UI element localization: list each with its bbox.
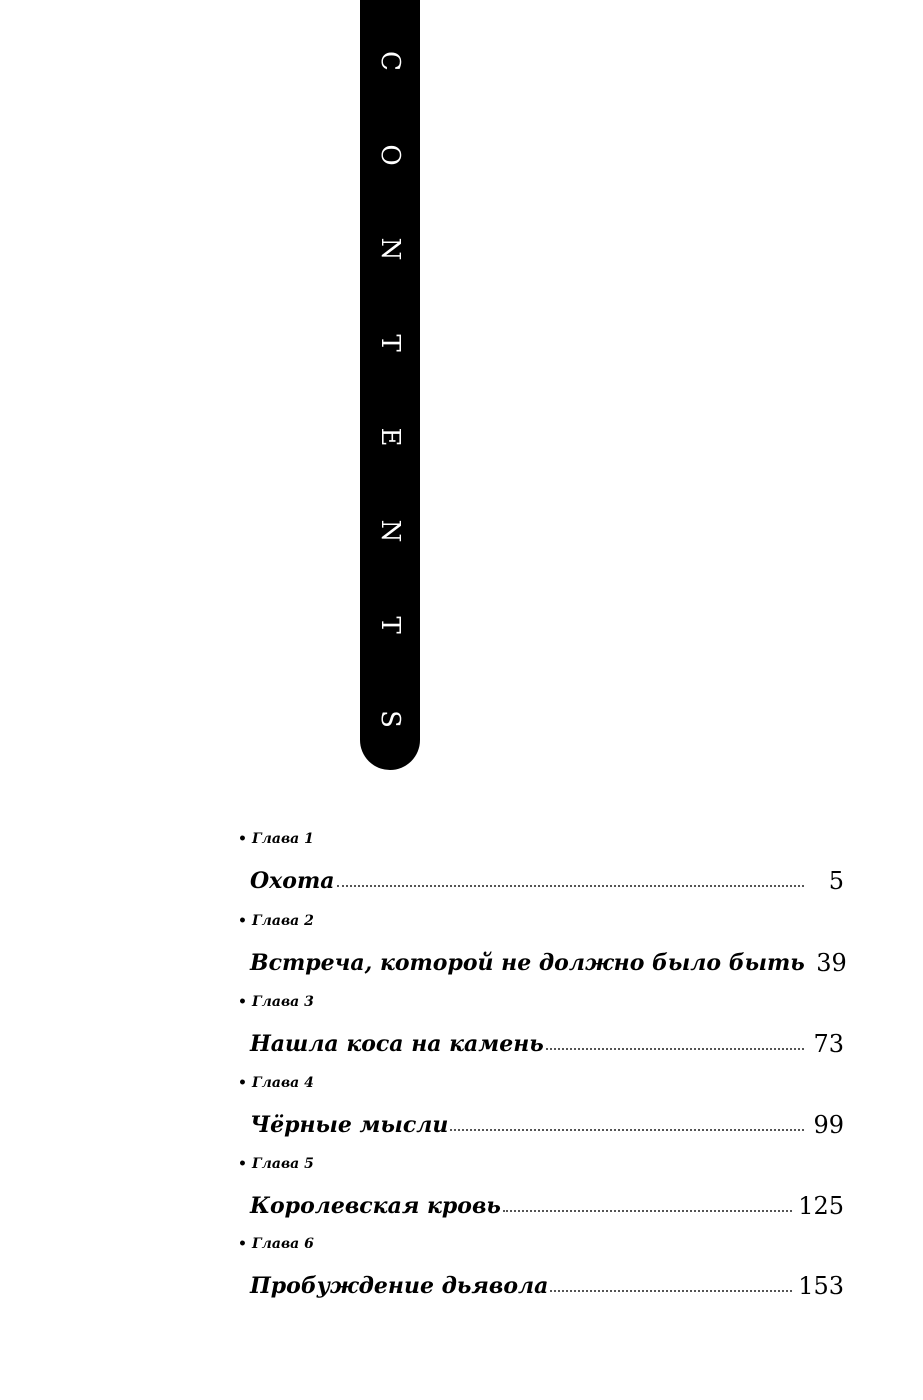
bullet-icon: • <box>238 1075 247 1091</box>
chapter-title: Нашла коса на камень <box>250 1031 544 1057</box>
dot-leader <box>550 1289 792 1292</box>
chapter-title-row <box>250 1265 844 1301</box>
banner-letter: T <box>375 334 405 352</box>
page-number: 125 <box>798 1192 844 1220</box>
bullet-icon: • <box>238 994 247 1010</box>
chapter-title: Чёрные мысли <box>250 1112 449 1138</box>
chapter-title: Встреча, которой не должно было быть <box>250 950 805 976</box>
chapter-title-row <box>250 942 847 978</box>
chapter-title-row <box>250 1104 844 1140</box>
toc-entry[interactable] <box>238 1235 844 1305</box>
toc-entry[interactable] <box>238 1074 844 1144</box>
banner-letter: E <box>375 427 405 447</box>
chapter-title: Королевская кровь <box>250 1193 501 1219</box>
chapter-title: Охота <box>250 868 335 894</box>
page-number: 153 <box>798 1272 844 1300</box>
chapter-label: • Глава 5 <box>238 1156 314 1172</box>
toc-entry[interactable] <box>238 830 844 900</box>
toc-entry[interactable] <box>238 912 847 982</box>
page-number: 73 <box>813 1030 844 1058</box>
dot-leader <box>546 1047 804 1050</box>
banner-letter: S <box>375 710 405 728</box>
chapter-title: Пробуждение дьявола <box>250 1273 549 1299</box>
chapter-title-row <box>250 1023 844 1059</box>
bullet-icon: • <box>238 913 247 929</box>
page-number: 5 <box>828 867 844 895</box>
bullet-icon: • <box>238 831 247 847</box>
dot-leader <box>450 1128 804 1131</box>
chapter-label: • Глава 6 <box>238 1236 314 1252</box>
banner-letter: N <box>375 519 405 543</box>
banner-letter: C <box>375 51 405 71</box>
dot-leader <box>337 884 805 887</box>
chapter-title-row <box>250 1185 844 1221</box>
dot-leader <box>503 1209 792 1212</box>
page-number: 39 <box>816 949 847 977</box>
chapter-label: • Глава 3 <box>238 994 314 1010</box>
chapter-label: • Глава 2 <box>238 913 314 929</box>
banner-letter: T <box>375 616 405 634</box>
bullet-icon: • <box>238 1156 247 1172</box>
banner-letter: O <box>375 144 405 166</box>
bullet-icon: • <box>238 1236 247 1252</box>
page-number: 99 <box>813 1111 844 1139</box>
toc-entry[interactable] <box>238 993 844 1063</box>
contents-vertical-banner <box>360 0 420 770</box>
toc-entry[interactable] <box>238 1155 844 1225</box>
chapter-label: • Глава 4 <box>238 1075 314 1091</box>
chapter-title-row <box>250 860 844 896</box>
banner-letter: N <box>375 237 405 261</box>
chapter-label: • Глава 1 <box>238 831 314 847</box>
